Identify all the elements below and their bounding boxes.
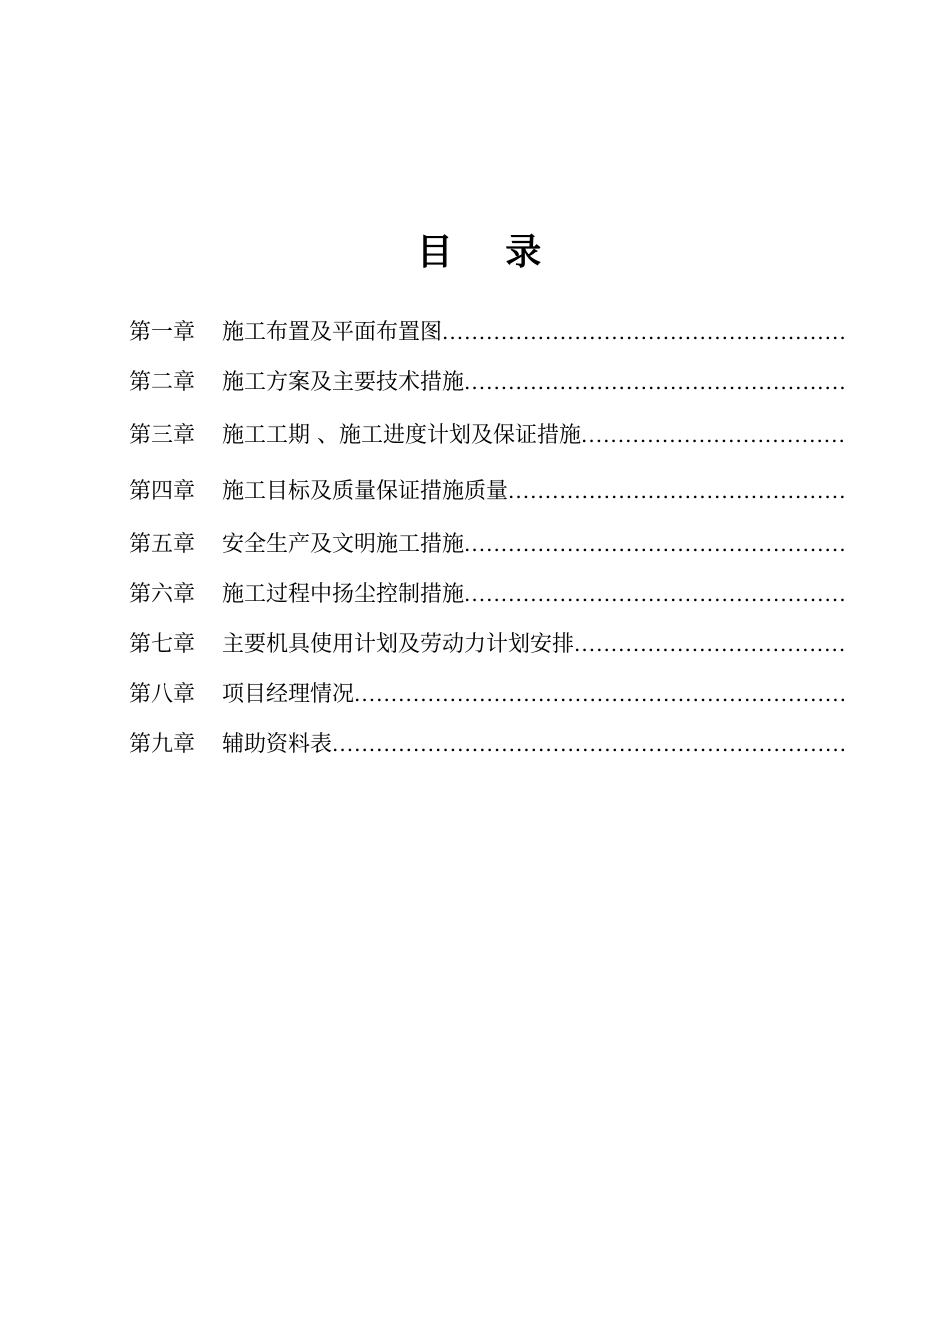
toc-chapter-number: 第二章 <box>129 370 196 395</box>
toc-dot-leader <box>508 463 845 519</box>
toc-chapter-title: 主要机具使用计划及劳动力计划安排 <box>222 632 575 657</box>
toc-chapter-title: 安全生产及文明施工措施 <box>222 532 465 557</box>
toc-list <box>129 307 845 769</box>
toc-entry <box>129 463 845 519</box>
toc-chapter-number: 第三章 <box>129 423 196 448</box>
toc-entry <box>129 307 845 357</box>
toc-chapter-title: 施工方案及主要技术措施 <box>222 370 465 395</box>
toc-dot-leader <box>464 357 845 407</box>
toc-dot-leader <box>464 519 845 569</box>
toc-dot-leader <box>581 407 845 463</box>
toc-entry <box>129 407 845 463</box>
toc-entry <box>129 669 845 719</box>
toc-dot-leader <box>574 619 845 669</box>
toc-dot-leader <box>442 307 845 357</box>
toc-chapter-number: 第九章 <box>129 732 196 757</box>
toc-entry <box>129 619 845 669</box>
toc-chapter-title: 施工布置及平面布置图 <box>222 320 443 345</box>
toc-dot-leader <box>464 569 845 619</box>
toc-chapter-title: 辅助资料表 <box>222 732 333 757</box>
toc-title: 目 录 <box>416 231 562 273</box>
toc-entry <box>129 357 845 407</box>
toc-entry <box>129 519 845 569</box>
toc-dot-leader <box>332 719 845 769</box>
toc-entry <box>129 569 845 619</box>
toc-chapter-number: 第八章 <box>129 682 196 707</box>
toc-chapter-number: 第五章 <box>129 532 196 557</box>
toc-chapter-number: 第六章 <box>129 582 196 607</box>
toc-chapter-title: 施工工期 、施工进度计划及保证措施 <box>222 423 581 448</box>
toc-chapter-title: 施工目标及质量保证措施质量 <box>222 479 509 504</box>
toc-entry <box>129 719 845 769</box>
toc-chapter-number: 第一章 <box>129 320 196 345</box>
toc-chapter-title: 施工过程中扬尘控制措施 <box>222 582 465 607</box>
toc-chapter-title: 项目经理情况 <box>222 682 355 707</box>
toc-dot-leader <box>354 669 845 719</box>
toc-chapter-number: 第四章 <box>129 479 196 504</box>
toc-chapter-number: 第七章 <box>129 632 196 657</box>
